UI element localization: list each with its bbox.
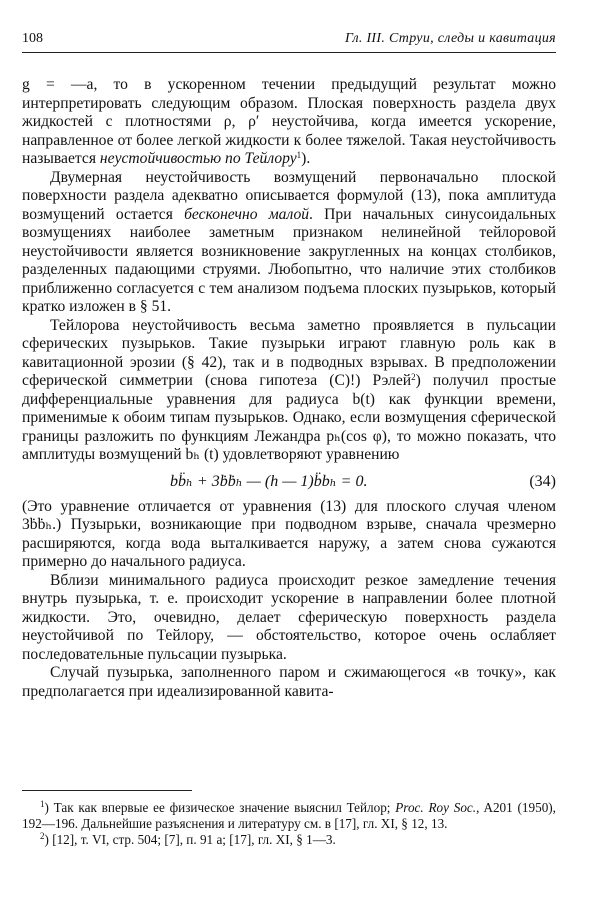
footnote-divider bbox=[22, 790, 192, 791]
footnote-ref-1[interactable]: 1 bbox=[296, 150, 302, 160]
equation-formula: bb̈ₕ + 3ḃḃₕ — (h — 1)b̈bₕ = 0. bbox=[170, 472, 368, 490]
journal-title: Proc. Roy Soc. bbox=[395, 800, 477, 815]
paragraph-6: Случай пузырька, заполненного паром и сжимающегося «в точку», как предполагается при идеализированной кавита- bbox=[22, 664, 556, 700]
paragraph-5: Вблизи минимального радиуса происходит резкое замедление течения внутрь пузырька, т. е. происходит ускорение в направлении более плотной жидкости. Это, очевидно, делает сферическую поверхность раздела неустойчивой по Тейлору, — обстоятельство, которое очень ослабляет последовательные пульсации пузырька. bbox=[22, 571, 556, 663]
footnote-mark-2: 2 bbox=[40, 831, 45, 841]
equation-34 bbox=[22, 470, 556, 496]
term-taylor-instability: неустойчивостью по Тейлору bbox=[99, 150, 297, 167]
footnotes bbox=[22, 800, 556, 848]
page-number: 108 bbox=[22, 31, 43, 46]
paragraph-1: g = —a, то в ускоренном течении предыдущий результат можно интерпретировать следующим образом. Плоская поверхность раздела двух жидкостей с плотностями ρ, ρ′ неустойчива, когда имеется ускорение, направленное от более легкой жидкости к более тяжелой. Такая неустойчивость называется неустойчивостью по Тейлору$^1$). bbox=[22, 76, 556, 167]
page-header bbox=[22, 28, 556, 53]
footnote-1: $^1$) Так как впервые ее физическое значение выяснил Тейлор; Proc. Roy Soc., A201 (1950), 192—196. Дальнейшие разъяснения и литературу см. в [17], гл. XI, § 12, 13. bbox=[22, 799, 556, 831]
paragraph-3: Тейлорова неустойчивость весьма заметно проявляется в пульсации сферических пузырьков. Такие пузырьки играют главную роль как в кавитационной эрозии (§ 42), так и в подводных взрывах. В предположении сферической симметрии (снова гипотеза (C)!) Рэлей$^2$) получил простые дифференциальные уравнения для радиуса b(t) как функции времени, применимые к обоим типам пузырьков. Однако, если возмущения сферической границы разложить по функциям Лежандра pₕ(cos φ), то можно показать, что амплитуды возмущений bₕ (t) удовлетворяют уравнению bbox=[22, 316, 557, 463]
equation-number: (34) bbox=[529, 472, 556, 490]
paragraph-2: Двумерная неустойчивость возмущений первоначально плоской поверхности раздела адекватно описывается формулой (13), пока амплитуда возмущений остается бесконечно малой. При начальных синусоидальных возмущениях наиболее заметным признаком нелинейной тейлоровой неустойчивости является возникновение закругленных на концах столбиков, разделенных падающими струями. Любопытно, что наличие этих столбиков приближенно согласуется с тем анализом подъема плоских пузырьков, который кратко изложен в § 51. bbox=[22, 168, 556, 315]
footnote-ref-2[interactable]: 2 bbox=[411, 372, 416, 382]
running-title: Гл. III. Струи, следы и кавитация bbox=[344, 31, 556, 46]
main-text bbox=[22, 76, 556, 701]
term-infinitesimal: бесконечно малой bbox=[184, 205, 310, 223]
footnote-mark-1: 1 bbox=[40, 799, 45, 809]
footnote-2: $^2$) [12], т. VI, стр. 504; [7], п. 91 а; [17], гл. XI, § 1—3. bbox=[40, 831, 336, 847]
paragraph-4: (Это уравнение отличается от уравнения (13) для плоского случая членом 3ḃḃₕ.) Пузырьки, возникающие при подводном взрыве, сначала чрезмерно расширяются, когда вода выталкивается наружу, а затем снова сужаются примерно до начального радиуса. bbox=[22, 497, 556, 570]
